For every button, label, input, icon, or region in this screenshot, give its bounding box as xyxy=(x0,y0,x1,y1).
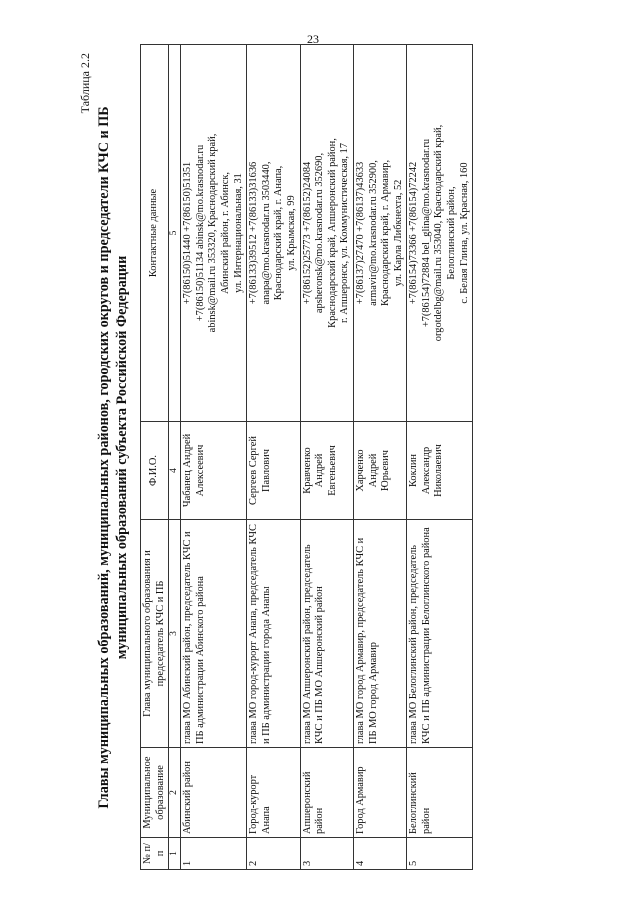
contact-line: +7(86150)51440 +7(86150)51351 xyxy=(182,161,194,305)
municipality-cell: Город-курорт Анапа xyxy=(247,748,300,838)
contact-line: г. Апшеронск, ул. Коммунистическая, 17 xyxy=(339,142,351,324)
name-cell xyxy=(300,422,353,520)
name-line: Николаевич xyxy=(433,444,445,497)
name-cell xyxy=(181,422,247,520)
municipality-cell: Абинский район xyxy=(181,748,247,838)
row-number: 5 xyxy=(407,838,473,870)
contact-line: Белоглинский район, xyxy=(446,186,458,280)
table-header-row xyxy=(141,45,169,870)
col-number: 3 xyxy=(169,520,181,748)
table-row xyxy=(247,45,300,870)
table-caption: Таблица 2.2 xyxy=(78,53,92,114)
contact-line: ул. Интернациональная, 31 xyxy=(232,173,244,293)
row-number: 2 xyxy=(247,838,300,870)
contact-line: ул. Карла Либкнехта, 52 xyxy=(392,179,404,287)
col-header-name: Ф.И.О. xyxy=(141,422,169,520)
contact-line: Краснодарский край, г. Анапа, xyxy=(273,165,285,301)
contact-line: Краснодарский край, г. Армавир, xyxy=(380,159,392,307)
name-line: Андрей xyxy=(314,453,326,488)
page-number: 23 xyxy=(307,32,319,46)
document-title xyxy=(96,45,131,870)
rotated-page-content xyxy=(78,45,638,870)
position-cell: глава МО Абинский район, председатель КЧС и ПБ администрации Абинского района xyxy=(181,520,247,748)
municipality-cell: Белоглинский район xyxy=(407,748,473,838)
name-cell xyxy=(353,422,406,520)
contacts-cell xyxy=(181,45,247,422)
municipality-cell: Город Армавир xyxy=(353,748,406,838)
contact-line: +7(86154)72884 bel_glina@mo.krasnodar.ru xyxy=(420,138,432,328)
contact-line: ул. Крымская, 99 xyxy=(285,195,297,271)
position-cell: глава МО Белоглинский район, председатель КЧС и ПБ администрации Белоглинского района xyxy=(407,520,473,748)
table-row xyxy=(181,45,247,870)
contacts-cell xyxy=(407,45,473,422)
name-line: Кравченко xyxy=(301,447,313,494)
name-cell xyxy=(247,422,300,520)
contacts-cell xyxy=(247,45,300,422)
position-cell: глава МО город Армавир, председатель КЧС и ПБ МО город Армавир xyxy=(353,520,406,748)
column-number-row xyxy=(169,45,181,870)
table-body xyxy=(181,45,473,870)
name-line: Евгеньевич xyxy=(326,445,338,496)
col-number: 1 xyxy=(169,838,181,870)
row-number: 4 xyxy=(353,838,406,870)
contact-line: Краснодарский край, Апшеронский район, xyxy=(326,138,338,328)
title-line-2: муниципальных образований субъекта Российской Федерации xyxy=(113,255,130,660)
name-line: Коклин xyxy=(408,454,420,487)
col-number: 2 xyxy=(169,748,181,838)
contact-line: +7(86137)27470 +7(86137)43633 xyxy=(354,161,366,305)
contact-line: armavir@mo.krasnodar.ru 352900, xyxy=(367,160,379,306)
contact-line: +7(86150)51134 abinsk@mo.krasnodar.ru xyxy=(194,144,206,322)
name-line: Андрей xyxy=(367,453,379,488)
contact-line: +7(86133)39512 +7(86133)31636 xyxy=(248,161,260,305)
contact-line: abinsk@mail.ru 353320, Краснодарский край, xyxy=(207,133,219,333)
col-number: 4 xyxy=(169,422,181,520)
contact-line: +7(86152)25773 +7(86152)24084 xyxy=(301,161,313,305)
col-header-contacts: Контактные данные xyxy=(141,45,169,422)
col-header-num: № п/п xyxy=(141,838,169,870)
name-line: Алексеевич xyxy=(194,444,206,497)
position-cell: глава МО Апшеронский район, председатель КЧС и ПБ МО Апшеронский район xyxy=(300,520,353,748)
contact-line: anapa@mo.krasnodar.ru 3503440, xyxy=(260,161,272,305)
name-line: Павлович xyxy=(260,449,272,492)
row-number: 1 xyxy=(181,838,247,870)
title-line-1: Главы муниципальных образований, муниципальных районов, городских округов и председатели КЧС и ПБ xyxy=(96,106,112,809)
municipality-cell: Апшеронский район xyxy=(300,748,353,838)
name-line: Сергеев Сергей xyxy=(248,436,260,505)
heads-table xyxy=(140,44,473,870)
col-header-municipality: Муниципальное образование xyxy=(141,748,169,838)
contact-line: Абинский район, г. Абинск, xyxy=(219,172,231,295)
name-line: Чабанец Андрей xyxy=(182,433,194,508)
name-line: Харченко xyxy=(354,449,366,492)
contact-line: orgotdelbg@mail.ru 353040, Краснодарский край, xyxy=(433,124,445,342)
row-number: 3 xyxy=(300,838,353,870)
position-cell: глава МО город-курорт Анапа, председатель КЧС и ПБ администрации города Анапы xyxy=(247,520,300,748)
name-line: Юрьевич xyxy=(380,450,392,491)
contact-line: apsheronsk@mo.krasnodar.ru 352690, xyxy=(314,152,326,314)
col-header-position: Глава муниципального образования и председатель КЧС и ПБ xyxy=(141,520,169,748)
contacts-cell xyxy=(353,45,406,422)
name-cell xyxy=(407,422,473,520)
contacts-cell xyxy=(300,45,353,422)
contact-line: +7(86154)73366 +7(86154)72242 xyxy=(408,161,420,305)
table-row xyxy=(300,45,353,870)
name-line: Александр xyxy=(420,446,432,495)
col-number: 5 xyxy=(169,45,181,422)
contact-line: с. Белая Глина, ул. Красная, 160 xyxy=(458,162,470,304)
table-row xyxy=(353,45,406,870)
table-row xyxy=(407,45,473,870)
